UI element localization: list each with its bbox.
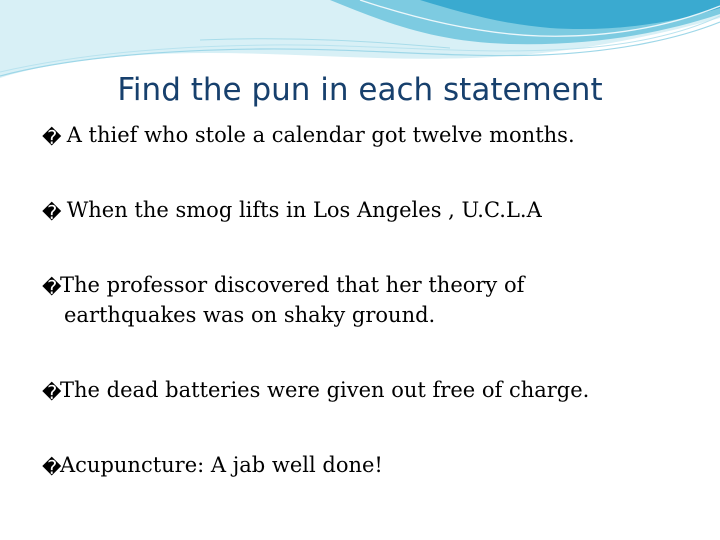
slide-title-text: Find the pun in each statement [117,72,603,108]
list-item [42,375,682,405]
list-item [42,450,682,480]
bullet-prefix [60,198,67,222]
list-item [42,120,682,150]
bullet-text: Acupuncture: A jab well done! [60,453,383,477]
list-item [42,270,682,330]
bullet-icon: � [42,127,62,149]
bullet-text: The professor discovered that her theory of [60,273,525,297]
list-item [42,195,682,225]
bullet-icon: � [42,457,62,479]
bullet-icon: � [42,277,62,299]
bullet-text: A thief who stole a calendar got twelve months. [66,123,575,147]
bullet-prefix [60,123,67,147]
bullet-text: When the smog lifts in Los Angeles , U.C.L.A [66,198,542,222]
bullet-icon: � [42,202,62,224]
bullet-icon: � [42,382,62,404]
bullet-text-continuation: earthquakes was on shaky ground. [64,303,436,327]
slide-title [0,68,720,112]
bullet-text: The dead batteries were given out free of charge. [60,378,590,402]
